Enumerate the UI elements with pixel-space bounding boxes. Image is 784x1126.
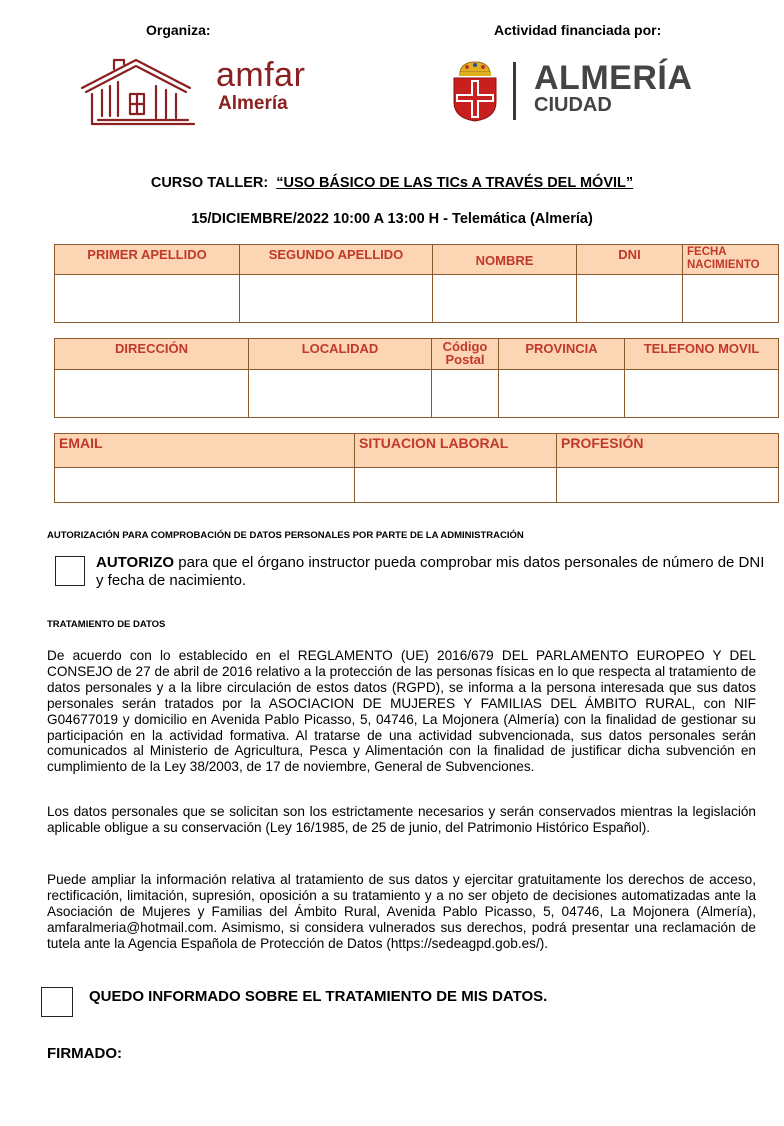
signed-label: FIRMADO:: [47, 1045, 122, 1062]
authorization-body: para que el órgano instructor pueda comprobar mis datos personales de número de DNI y fecha de nacimiento.: [96, 554, 765, 589]
header-segundo-apellido: SEGUNDO APELLIDO: [240, 245, 433, 275]
input-email[interactable]: [55, 468, 355, 503]
amfar-logo-name: amfar: [216, 56, 306, 94]
input-direccion[interactable]: [55, 370, 249, 418]
almeria-logo-name: ALMERÍA: [534, 59, 693, 97]
financiada-label: Actividad financiada por:: [494, 22, 662, 38]
address-table: [54, 338, 779, 418]
header-profesion: PROFESIÓN: [557, 434, 779, 468]
input-primer-apellido[interactable]: [55, 275, 240, 323]
personal-data-table: [54, 244, 779, 323]
organiza-label: Organiza:: [146, 22, 211, 38]
header-telefono-movil: TELEFONO MOVIL: [625, 339, 779, 370]
employment-table: [54, 433, 779, 503]
input-codigo-postal[interactable]: [432, 370, 499, 418]
input-fecha-nacimiento[interactable]: [683, 275, 779, 323]
input-localidad[interactable]: [249, 370, 432, 418]
course-title: [0, 175, 784, 191]
header-primer-apellido: PRIMER APELLIDO: [55, 245, 240, 275]
treatment-paragraph-2: Los datos personales que se solicitan son los estrictamente necesarios y serán conservados mientras la legislación aplicable obligue a su conservación (Ley 16/1985, de 25 de junio, del Patrimonio Histórico Español).: [47, 804, 756, 835]
authorize-checkbox[interactable]: [55, 556, 85, 586]
authorization-title: AUTORIZACIÓN PARA COMPROBACIÓN DE DATOS PERSONALES POR PARTE DE LA ADMINISTRACIÓN: [47, 530, 524, 541]
input-situacion-laboral[interactable]: [355, 468, 557, 503]
authorization-text: [96, 554, 770, 590]
input-provincia[interactable]: [499, 370, 625, 418]
almeria-logo: [450, 60, 730, 124]
header-provincia: PROVINCIA: [499, 339, 625, 370]
header-nombre: NOMBRE: [433, 245, 577, 275]
coat-of-arms-icon: [450, 60, 500, 122]
input-telefono-movil[interactable]: [625, 370, 779, 418]
header-email: EMAIL: [55, 434, 355, 468]
header-direccion: DIRECCIÓN: [55, 339, 249, 370]
treatment-title: TRATAMIENTO DE DATOS: [47, 619, 166, 630]
course-date: 15/DICIEMBRE/2022 10:00 A 13:00 H - Telemática (Almería): [191, 211, 593, 227]
amfar-logo: [78, 54, 328, 126]
authorization-bold-word: AUTORIZO: [96, 554, 175, 571]
header-dni: DNI: [577, 245, 683, 275]
house-icon: [78, 54, 200, 126]
header-situacion-laboral: SITUACION LABORAL: [355, 434, 557, 468]
course-title-prefix: CURSO TALLER:: [150, 175, 269, 191]
input-segundo-apellido[interactable]: [240, 275, 433, 323]
treatment-paragraph-3: Puede ampliar la información relativa al tratamiento de sus datos y ejercitar gratuitamente los derechos de acceso, rectificación, limitación, supresión, oposición a su tratamiento y a no ser objeto de decisiones automatizadas ante la Asociación de Mujeres y Familias del Ámbito Rural, Avenida Pablo Picasso, 5, 04746, La Mojonera (Almería), amfaralmeria@hotmail.com. Asimismo, si considera vulnerados sus derechos, podrá presentar una reclamación de tutela ante la Agencia Española de Protección de Datos (https://sedeagpd.gob.es/).: [47, 872, 756, 951]
input-profesion[interactable]: [557, 468, 779, 503]
treatment-paragraph-1: De acuerdo con lo establecido en el REGLAMENTO (UE) 2016/679 DEL PARLAMENTO EUROPEO Y DEL CONSEJO de 27 de abril de 2016 relativo a la protección de las personas físicas en lo que respecta al tratamiento de datos personales y a la libre circulación de estos datos (RGPD), se informa a la persona interesada que sus datos personales serán tratados por la ASOCIACION DE MUJERES Y FAMILIAS DEL ÁMBITO RURAL, con NIF G04677019 y domicilio en Avenida Pablo Picasso, 5, 04746, La Mojonera (Almería) con la finalidad de gestionar su participación en la actividad formativa. Al tratarse de una actividad subvencionada, sus datos personales serán comunicados al Ministerio de Agricultura, Pesca y Alimentación con la finalidad de justificar dicha subvención en cumplimiento de la Ley 38/2003, de 17 de noviembre, General de Subvenciones.: [47, 648, 756, 775]
header-fecha-nacimiento: FECHA NACIMIENTO: [683, 245, 779, 275]
input-dni[interactable]: [577, 275, 683, 323]
informed-label: QUEDO INFORMADO SOBRE EL TRATAMIENTO DE MIS DATOS.: [89, 988, 548, 1005]
informed-checkbox[interactable]: [41, 987, 73, 1017]
header-localidad: LOCALIDAD: [249, 339, 432, 370]
input-nombre[interactable]: [433, 275, 577, 323]
header-codigo-postal: Código Postal: [432, 339, 499, 370]
course-title-name: “USO BÁSICO DE LAS TICs A TRAVÉS DEL MÓVIL”: [276, 175, 634, 191]
almeria-logo-sub: CIUDAD: [534, 94, 612, 116]
logo-divider: [513, 62, 516, 120]
amfar-logo-sub: Almería: [218, 93, 288, 114]
